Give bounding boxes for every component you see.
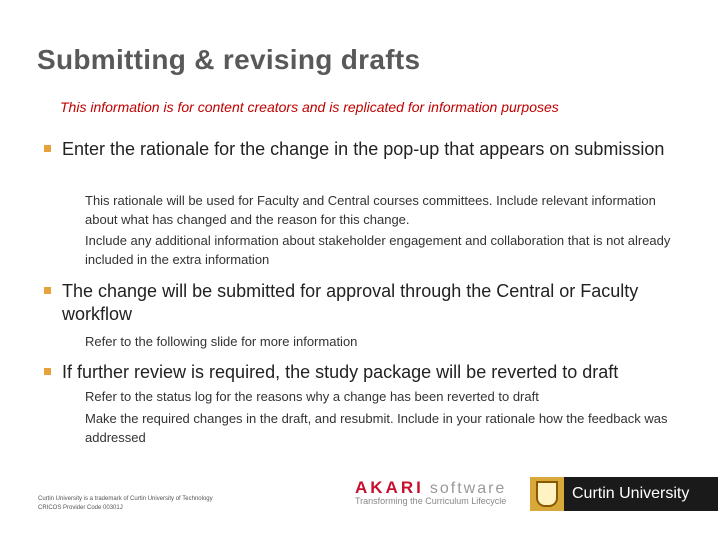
crest-icon (530, 477, 564, 511)
bullet-marker-icon (44, 145, 51, 152)
bullet-marker-icon (44, 368, 51, 375)
slide-title: Submitting & revising drafts (37, 44, 421, 75)
sub-item: This rationale will be used for Faculty and Central courses committees. Include relevant information about what has changed and the reason for this change. (85, 193, 656, 227)
footer-line: CRICOS Provider Code 00301J (38, 505, 123, 511)
akari-logo (355, 478, 506, 506)
sub-item: Make the required changes in the draft, and resubmit. Include in your rationale how the feedback was addressed (85, 411, 668, 445)
akari-brand: AKARI (355, 478, 424, 497)
bullet-item (44, 361, 684, 384)
bullet-item (44, 280, 684, 326)
bullet-text: If further review is required, the study package will be reverted to draft (62, 362, 619, 382)
curtin-name: Curtin University (572, 485, 690, 502)
sub-item: Refer to the status log for the reasons why a change has been reverted to draft (85, 389, 539, 404)
bullet-item (44, 138, 684, 161)
bullet-marker-icon (44, 287, 51, 294)
slide-subtitle: This information is for content creators and is replicated for information purposes (60, 99, 559, 115)
bullet-text: The change will be submitted for approval through the Central or Faculty workflow (62, 281, 639, 324)
footer-line: Curtin University is a trademark of Curtin University of Technology (38, 496, 213, 502)
bullet-text: Enter the rationale for the change in the pop-up that appears on submission (62, 139, 665, 159)
curtin-logo (530, 477, 718, 511)
akari-tagline: Transforming the Curriculum Lifecycle (355, 496, 507, 506)
sub-item: Include any additional information about stakeholder engagement and collaboration that is not already included in the extra information (85, 233, 671, 267)
sub-item: Refer to the following slide for more information (85, 334, 358, 349)
footer-text (38, 495, 213, 513)
akari-software: software (429, 480, 507, 497)
